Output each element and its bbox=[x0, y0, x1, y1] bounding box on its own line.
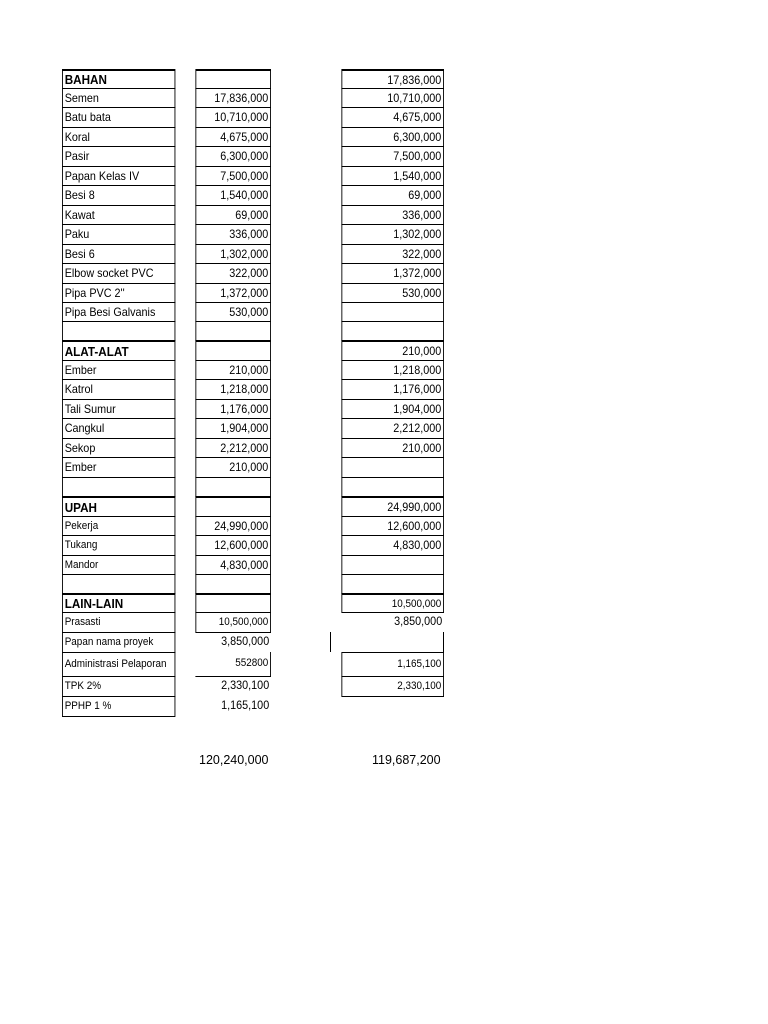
compare-value[interactable]: 1,176,000 bbox=[341, 379, 444, 400]
row-label[interactable]: Sekop bbox=[62, 438, 175, 458]
compare-value[interactable]: 1,540,000 bbox=[341, 166, 444, 186]
row-label[interactable]: Prasasti bbox=[62, 612, 175, 633]
row-value[interactable]: 210,000 bbox=[195, 360, 271, 380]
row-value[interactable] bbox=[195, 477, 271, 497]
row-label[interactable]: Pipa Besi Galvanis bbox=[62, 302, 175, 322]
row-label[interactable]: Paku bbox=[62, 224, 175, 245]
row-label[interactable]: UPAH bbox=[62, 496, 175, 517]
compare-value[interactable]: 2,212,000 bbox=[341, 418, 444, 439]
compare-value[interactable]: 17,836,000 bbox=[341, 69, 444, 89]
row-label[interactable]: Besi 6 bbox=[62, 244, 175, 264]
row-label[interactable]: Papan Kelas IV bbox=[62, 166, 175, 186]
compare-value[interactable] bbox=[341, 321, 444, 341]
row-value[interactable] bbox=[195, 340, 271, 361]
row-value[interactable]: 322,000 bbox=[195, 263, 271, 284]
compare-value[interactable]: 7,500,000 bbox=[341, 146, 444, 167]
row-label[interactable] bbox=[62, 574, 175, 594]
row-value[interactable]: 17,836,000 bbox=[195, 88, 271, 108]
row-value[interactable] bbox=[195, 574, 271, 594]
compare-value[interactable]: 1,904,000 bbox=[341, 399, 444, 419]
compare-value[interactable]: 210,000 bbox=[341, 438, 444, 458]
row-label[interactable]: Semen bbox=[62, 88, 175, 108]
total-left: 120,240,000 bbox=[199, 753, 269, 767]
row-label[interactable]: BAHAN bbox=[62, 69, 175, 89]
row-label[interactable]: Koral bbox=[62, 127, 175, 147]
compare-value[interactable] bbox=[341, 457, 444, 478]
compare-value[interactable] bbox=[341, 574, 444, 594]
compare-value[interactable]: 10,710,000 bbox=[341, 88, 444, 108]
row-value[interactable]: 3,850,000 bbox=[221, 634, 270, 648]
compare-value[interactable]: 1,165,100 bbox=[341, 652, 444, 677]
compare-value[interactable]: 530,000 bbox=[341, 283, 444, 303]
row-value[interactable] bbox=[195, 593, 271, 613]
row-value[interactable]: 1,218,000 bbox=[195, 379, 271, 400]
compare-value[interactable]: 1,302,000 bbox=[341, 224, 444, 245]
compare-value[interactable]: 2,330,100 bbox=[341, 676, 444, 697]
row-value[interactable]: 1,302,000 bbox=[195, 244, 271, 264]
row-label[interactable]: LAIN-LAIN bbox=[62, 593, 175, 613]
row-label[interactable]: Tali Sumur bbox=[62, 399, 175, 419]
row-label[interactable]: Besi 8 bbox=[62, 185, 175, 206]
row-value[interactable]: 336,000 bbox=[195, 224, 271, 245]
compare-empty-cell bbox=[330, 632, 444, 652]
row-label[interactable]: Tukang bbox=[62, 535, 175, 556]
compare-value[interactable]: 1,372,000 bbox=[341, 263, 444, 284]
compare-value[interactable] bbox=[341, 555, 444, 575]
compare-value[interactable]: 322,000 bbox=[341, 244, 444, 264]
compare-value[interactable]: 3,850,000 bbox=[394, 614, 443, 628]
row-value[interactable]: 12,600,000 bbox=[195, 535, 271, 556]
row-value[interactable] bbox=[195, 321, 271, 341]
row-label[interactable]: Mandor bbox=[62, 555, 175, 575]
compare-value[interactable]: 69,000 bbox=[341, 185, 444, 206]
row-value[interactable]: 2,212,000 bbox=[195, 438, 271, 458]
compare-value[interactable]: 4,675,000 bbox=[341, 107, 444, 128]
compare-value[interactable]: 4,830,000 bbox=[341, 535, 444, 556]
row-label[interactable]: Administrasi Pelaporan bbox=[62, 652, 175, 677]
row-label[interactable]: Pipa PVC 2'' bbox=[62, 283, 175, 303]
compare-value[interactable]: 6,300,000 bbox=[341, 127, 444, 147]
row-value[interactable] bbox=[195, 496, 271, 517]
row-value[interactable]: 4,675,000 bbox=[195, 127, 271, 147]
row-value[interactable]: 1,165,100 bbox=[221, 698, 270, 712]
row-value[interactable]: 24,990,000 bbox=[195, 516, 271, 536]
row-label[interactable] bbox=[62, 321, 175, 341]
compare-value[interactable]: 12,600,000 bbox=[341, 516, 444, 536]
row-value[interactable]: 10,710,000 bbox=[195, 107, 271, 128]
row-value[interactable]: 4,830,000 bbox=[195, 555, 271, 575]
row-value[interactable]: 210,000 bbox=[195, 457, 271, 478]
row-label[interactable]: Pasir bbox=[62, 146, 175, 167]
row-label[interactable]: TPK 2% bbox=[62, 676, 175, 697]
row-value[interactable] bbox=[195, 69, 271, 89]
row-label[interactable] bbox=[62, 477, 175, 497]
row-label[interactable]: Batu bata bbox=[62, 107, 175, 128]
row-value[interactable]: 530,000 bbox=[195, 302, 271, 322]
compare-value[interactable] bbox=[341, 477, 444, 497]
row-value[interactable]: 1,372,000 bbox=[195, 283, 271, 303]
row-value[interactable]: 6,300,000 bbox=[195, 146, 271, 167]
row-label[interactable]: PPHP 1 % bbox=[62, 696, 175, 717]
compare-value[interactable]: 1,218,000 bbox=[341, 360, 444, 380]
row-value[interactable]: 1,176,000 bbox=[195, 399, 271, 419]
row-value[interactable]: 69,000 bbox=[195, 205, 271, 225]
compare-value[interactable]: 336,000 bbox=[341, 205, 444, 225]
row-value[interactable]: 1,540,000 bbox=[195, 185, 271, 206]
compare-value[interactable]: 24,990,000 bbox=[341, 496, 444, 517]
row-label[interactable]: ALAT-ALAT bbox=[62, 340, 175, 361]
total-right: 119,687,200 bbox=[372, 753, 441, 767]
row-label[interactable]: Kawat bbox=[62, 205, 175, 225]
row-value[interactable]: 1,904,000 bbox=[195, 418, 271, 439]
row-label[interactable]: Papan nama proyek bbox=[62, 632, 175, 653]
row-label[interactable]: Pekerja bbox=[62, 516, 175, 536]
row-value[interactable]: 552800 bbox=[195, 652, 271, 677]
row-label[interactable]: Elbow socket PVC bbox=[62, 263, 175, 284]
row-label[interactable]: Cangkul bbox=[62, 418, 175, 439]
row-label[interactable]: Katrol bbox=[62, 379, 175, 400]
compare-value[interactable] bbox=[341, 302, 444, 322]
row-value[interactable]: 10,500,000 bbox=[195, 612, 271, 633]
row-value[interactable]: 7,500,000 bbox=[195, 166, 271, 186]
row-value[interactable]: 2,330,100 bbox=[221, 678, 270, 692]
compare-value[interactable]: 10,500,000 bbox=[341, 593, 444, 613]
row-label[interactable]: Ember bbox=[62, 457, 175, 478]
compare-value[interactable]: 210,000 bbox=[341, 340, 444, 361]
row-label[interactable]: Ember bbox=[62, 360, 175, 380]
